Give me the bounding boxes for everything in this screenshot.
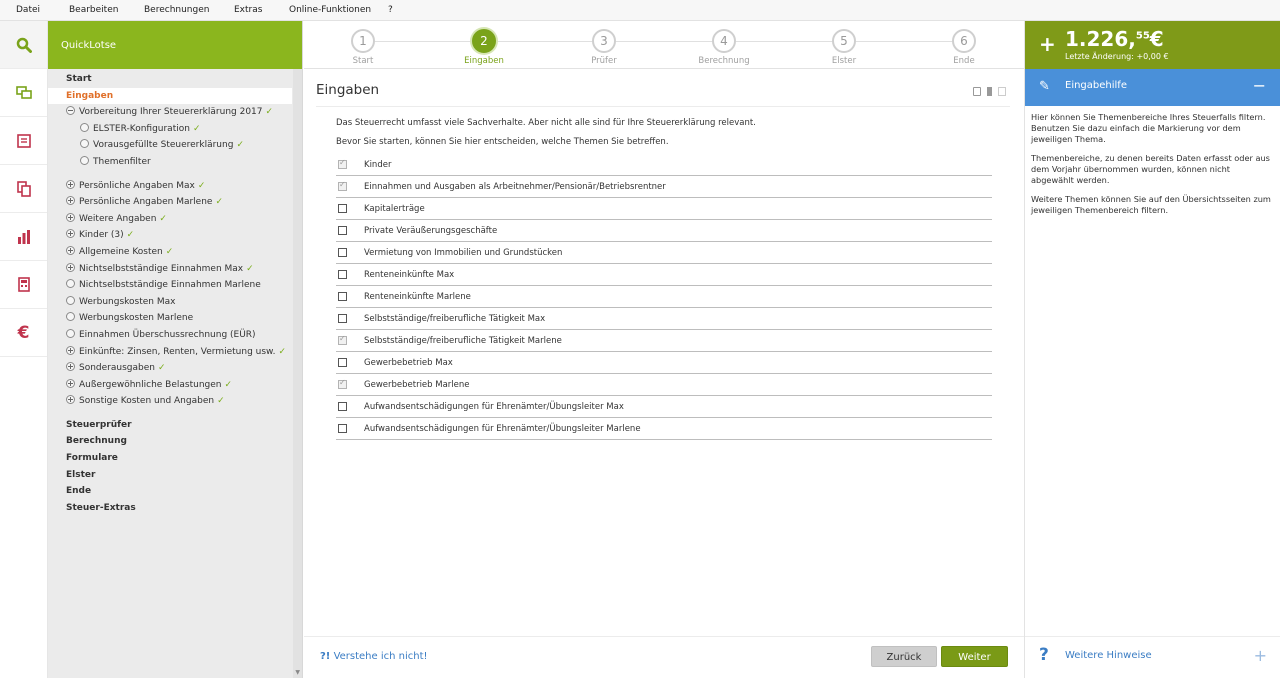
topic-checkbox[interactable] bbox=[338, 424, 347, 433]
expand-icon[interactable] bbox=[66, 346, 75, 355]
expand-icon[interactable] bbox=[66, 246, 75, 255]
menu-online-funktionen[interactable]: Online-Funktionen bbox=[289, 5, 372, 15]
check-icon: ✓ bbox=[165, 246, 174, 257]
circle-icon bbox=[80, 123, 89, 132]
check-icon: ✓ bbox=[197, 180, 206, 191]
tree-item[interactable] bbox=[48, 154, 302, 171]
question-exclaim-icon: ?! bbox=[320, 651, 331, 662]
quicklotse-panel bbox=[48, 21, 303, 678]
rail-form[interactable] bbox=[0, 117, 47, 165]
check-icon: ✓ bbox=[157, 363, 166, 374]
tree-section[interactable]: Formulare bbox=[66, 453, 118, 464]
form-icon bbox=[17, 134, 31, 148]
topic-row[interactable] bbox=[336, 242, 992, 264]
step-number: 3 bbox=[592, 29, 616, 53]
amount-currency: € bbox=[1149, 27, 1164, 51]
check-icon: ✓ bbox=[192, 123, 201, 134]
further-hints[interactable] bbox=[1025, 636, 1280, 678]
help-paragraph: Weitere Themen können Sie auf den Übersichtsseiten zum jeweiligen Themenbereich filtern. bbox=[1031, 194, 1271, 215]
tree-item[interactable] bbox=[48, 244, 302, 261]
topic-label: Kapitalerträge bbox=[364, 203, 425, 214]
step-3[interactable] bbox=[574, 29, 634, 66]
icon-rail bbox=[0, 21, 48, 678]
circle-icon bbox=[66, 329, 75, 338]
expand-icon[interactable] bbox=[66, 180, 75, 189]
step-6[interactable] bbox=[934, 29, 994, 66]
tree-item[interactable] bbox=[48, 194, 302, 211]
step-1[interactable] bbox=[333, 29, 393, 66]
menu-berechnungen[interactable]: Berechnungen bbox=[144, 5, 210, 15]
tree-body bbox=[48, 69, 302, 516]
tree-item-label: Werbungskosten Max bbox=[79, 296, 176, 307]
tree-item-label: Vorbereitung Ihrer Steuererklärung 2017 bbox=[79, 107, 263, 118]
tree-gap bbox=[48, 171, 302, 178]
topic-label: Kinder bbox=[364, 159, 392, 170]
rail-calculator[interactable] bbox=[0, 261, 47, 309]
tree-item-label: Themenfilter bbox=[93, 156, 151, 167]
next-button[interactable]: Weiter bbox=[941, 646, 1008, 667]
tree-item[interactable] bbox=[48, 104, 302, 121]
tree-item-label: Einkünfte: Zinsen, Renten, Vermietung usw. bbox=[79, 346, 276, 357]
check-icon: ✓ bbox=[215, 197, 224, 208]
tree-item[interactable] bbox=[48, 227, 302, 244]
tree-item-label: Sonstige Kosten und Angaben bbox=[79, 396, 215, 407]
topic-checkbox[interactable] bbox=[338, 248, 347, 257]
main-panel bbox=[304, 21, 1024, 678]
eingabehilfe-header[interactable] bbox=[1025, 69, 1280, 106]
circle-icon bbox=[80, 156, 89, 165]
expand-icon[interactable] bbox=[66, 263, 75, 272]
rail-screens[interactable] bbox=[0, 69, 47, 117]
collapse-icon[interactable] bbox=[66, 106, 75, 115]
check-icon: ✓ bbox=[217, 396, 225, 407]
topic-row[interactable] bbox=[336, 308, 992, 330]
topic-row[interactable] bbox=[336, 418, 992, 440]
expand-icon[interactable] bbox=[66, 395, 75, 404]
step-label: Ende bbox=[953, 56, 975, 66]
step-5[interactable] bbox=[814, 29, 874, 66]
circle-icon bbox=[66, 296, 75, 305]
menu-extras[interactable]: Extras bbox=[234, 5, 263, 15]
topic-label: Selbstständige/freiberufliche Tätigkeit Max bbox=[364, 313, 546, 324]
collapse-icon[interactable]: − bbox=[1252, 76, 1266, 95]
topic-label: Gewerbebetrieb Max bbox=[364, 357, 453, 368]
tree-item-label: Werbungskosten Marlene bbox=[79, 313, 194, 324]
documents-icon bbox=[17, 181, 31, 197]
menubar bbox=[0, 0, 1280, 21]
topic-checkbox[interactable] bbox=[338, 270, 347, 279]
tree-section[interactable]: Steuerprüfer bbox=[66, 419, 132, 430]
rail-documents[interactable] bbox=[0, 165, 47, 213]
main-footer bbox=[304, 636, 1024, 678]
tree-items bbox=[48, 104, 302, 410]
tree-eingaben-active[interactable]: Eingaben bbox=[48, 88, 292, 105]
tree-item-label: Vorausgefüllte Steuererklärung bbox=[93, 140, 234, 151]
tree-section[interactable]: Ende bbox=[66, 486, 92, 497]
topic-checkbox[interactable] bbox=[338, 380, 347, 389]
bookmark-icon[interactable] bbox=[987, 87, 992, 96]
menu-help[interactable]: ? bbox=[388, 5, 393, 15]
check-icon: ✓ bbox=[278, 346, 286, 357]
expand-icon[interactable] bbox=[66, 229, 75, 238]
circle-icon bbox=[66, 279, 75, 288]
tree-section[interactable]: Berechnung bbox=[66, 436, 127, 447]
topic-row[interactable] bbox=[336, 264, 992, 286]
amount-cents: 55 bbox=[1135, 30, 1150, 42]
circle-icon bbox=[80, 139, 89, 148]
eingabehilfe-title: Eingabehilfe bbox=[1065, 80, 1127, 91]
expand-icon[interactable]: + bbox=[1253, 646, 1267, 665]
rail-chart[interactable] bbox=[0, 213, 47, 261]
check-icon: ✓ bbox=[265, 107, 274, 118]
tree-item-label: Kinder (3) bbox=[79, 230, 124, 241]
rail-search[interactable] bbox=[0, 21, 47, 69]
tree-item[interactable] bbox=[48, 310, 302, 327]
expand-icon[interactable] bbox=[66, 213, 75, 222]
help-link[interactable] bbox=[320, 651, 428, 662]
help-paragraph: Themenbereiche, zu denen bereits Daten erfasst oder aus dem Vorjahr übernommen wurden, können nicht abgewählt werden. bbox=[1031, 153, 1270, 185]
check-icon: ✓ bbox=[126, 230, 135, 241]
tree-item[interactable] bbox=[48, 360, 302, 377]
step-number: 5 bbox=[832, 29, 856, 53]
tree-item[interactable] bbox=[48, 211, 302, 228]
topics-list bbox=[336, 154, 992, 440]
screens-icon bbox=[16, 86, 32, 100]
eingabehilfe-body bbox=[1025, 106, 1280, 216]
question-icon: ? bbox=[1039, 645, 1049, 665]
topic-row[interactable] bbox=[336, 352, 992, 374]
check-icon: ✓ bbox=[236, 140, 244, 151]
step-label: Elster bbox=[831, 56, 857, 66]
expand-icon[interactable] bbox=[66, 379, 75, 388]
note-icon[interactable] bbox=[973, 87, 981, 96]
rail-euro[interactable] bbox=[0, 309, 47, 357]
tree-item[interactable] bbox=[48, 121, 302, 138]
topic-label: Selbstständige/freiberufliche Tätigkeit Marlene bbox=[364, 335, 562, 346]
topic-row[interactable] bbox=[336, 374, 992, 396]
refund-box bbox=[1025, 21, 1280, 69]
topic-row[interactable] bbox=[336, 396, 992, 418]
last-change: Letzte Änderung: +0,00 € bbox=[1065, 52, 1169, 61]
tree-item-label: ELSTER-Konfiguration bbox=[93, 123, 190, 134]
tree-item-label: Weitere Angaben bbox=[79, 213, 157, 224]
page-title: Eingaben bbox=[316, 82, 380, 98]
intro-text-1: Das Steuerrecht umfasst viele Sachverhalte. Aber nicht alle sind für Ihre Steuererklärung relevant. bbox=[336, 118, 756, 128]
amount-main: 1.226, bbox=[1065, 27, 1136, 51]
topic-checkbox[interactable] bbox=[338, 314, 347, 323]
step-number: 2 bbox=[472, 29, 496, 53]
calculator-icon bbox=[18, 277, 30, 292]
euro-icon: € bbox=[17, 322, 30, 343]
topic-label: Vermietung von Immobilien und Grundstücken bbox=[364, 247, 563, 258]
tree-item[interactable] bbox=[48, 377, 302, 394]
tree-sections bbox=[48, 417, 302, 517]
tree-item-label: Persönliche Angaben Max bbox=[79, 180, 195, 191]
topic-label: Aufwandsentschädigungen für Ehrenämter/Übungsleiter Max bbox=[364, 401, 624, 412]
topic-row[interactable] bbox=[336, 154, 992, 176]
search-icon bbox=[16, 37, 32, 53]
topic-checkbox[interactable] bbox=[338, 204, 347, 213]
tree-item[interactable] bbox=[48, 277, 302, 294]
title-icons bbox=[973, 87, 1006, 96]
refund-amount bbox=[1065, 27, 1164, 51]
topic-label: Gewerbebetrieb Marlene bbox=[364, 379, 470, 390]
step-wizard bbox=[304, 21, 1024, 69]
tree-item-label: Außergewöhnliche Belastungen bbox=[79, 379, 222, 390]
step-label: Start bbox=[352, 56, 374, 66]
topic-checkbox[interactable] bbox=[338, 182, 347, 191]
topic-label: Private Veräußerungsgeschäfte bbox=[364, 225, 498, 236]
help-paragraph: Hier können Sie Themenbereiche Ihres Steuerfalls filtern. Benutzen Sie dazu einfach die Markierung vor dem jeweiligen Thema. bbox=[1031, 112, 1266, 144]
topic-label: Renteneinkünfte Max bbox=[364, 269, 455, 280]
tree-section[interactable]: Steuer-Extras bbox=[66, 502, 136, 513]
tree-item-label: Nichtselbstständige Einnahmen Max bbox=[79, 263, 244, 274]
quicklotse-header: QuickLotse bbox=[48, 21, 302, 69]
tree-item-label: Sonderausgaben bbox=[79, 363, 155, 374]
tree-item[interactable] bbox=[48, 178, 302, 195]
intro-text-2: Bevor Sie starten, können Sie hier entscheiden, welche Themen Sie betreffen. bbox=[336, 137, 669, 147]
step-label: Eingaben bbox=[464, 56, 504, 66]
step-number: 6 bbox=[952, 29, 976, 53]
title-row bbox=[316, 79, 1010, 107]
menu-datei[interactable]: Datei bbox=[16, 5, 41, 15]
step-2[interactable] bbox=[454, 29, 514, 66]
plus-icon[interactable]: + bbox=[1039, 32, 1056, 56]
topic-row[interactable] bbox=[336, 198, 992, 220]
topic-checkbox[interactable] bbox=[338, 226, 347, 235]
print-icon[interactable] bbox=[998, 87, 1006, 96]
topic-label: Aufwandsentschädigungen für Ehrenämter/Übungsleiter Marlene bbox=[364, 423, 641, 434]
topic-row[interactable] bbox=[336, 330, 992, 352]
tree-scrollbar[interactable] bbox=[293, 69, 302, 678]
step-label: Prüfer bbox=[591, 56, 617, 66]
circle-icon bbox=[66, 312, 75, 321]
back-button[interactable]: Zurück bbox=[871, 646, 937, 667]
topic-checkbox[interactable] bbox=[338, 336, 347, 345]
step-4[interactable] bbox=[694, 29, 754, 66]
menu-bearbeiten[interactable]: Bearbeiten bbox=[69, 5, 119, 15]
tree-item-label: Allgemeine Kosten bbox=[79, 246, 163, 257]
topic-row[interactable] bbox=[336, 176, 992, 198]
tree-item[interactable] bbox=[48, 261, 302, 278]
topic-label: Renteneinkünfte Marlene bbox=[364, 291, 471, 302]
expand-icon[interactable] bbox=[66, 362, 75, 371]
tree-item-label: Nichtselbstständige Einnahmen Marlene bbox=[79, 280, 261, 291]
tree-item[interactable] bbox=[48, 137, 302, 154]
topic-checkbox[interactable] bbox=[338, 358, 347, 367]
check-icon: ✓ bbox=[159, 213, 167, 224]
check-icon: ✓ bbox=[224, 379, 233, 390]
tree-start[interactable]: Start bbox=[66, 74, 92, 84]
step-number: 1 bbox=[351, 29, 375, 53]
topic-row[interactable] bbox=[336, 220, 992, 242]
topic-label: Einnahmen und Ausgaben als Arbeitnehmer/Pensionär/Betriebsrentner bbox=[364, 181, 666, 192]
right-panel bbox=[1024, 21, 1280, 678]
topic-checkbox[interactable] bbox=[338, 402, 347, 411]
pencil-icon: ✎ bbox=[1039, 79, 1050, 94]
tree-item[interactable] bbox=[48, 327, 302, 344]
expand-icon[interactable] bbox=[66, 196, 75, 205]
topic-checkbox[interactable] bbox=[338, 160, 347, 169]
tree-item-label: Persönliche Angaben Marlene bbox=[79, 197, 213, 208]
step-number: 4 bbox=[712, 29, 736, 53]
check-icon: ✓ bbox=[246, 263, 254, 274]
tree-item-label: Einnahmen Überschussrechnung (EÜR) bbox=[79, 329, 256, 340]
scroll-down-arrow-icon[interactable]: ▼ bbox=[295, 669, 300, 676]
tree-item[interactable] bbox=[48, 393, 302, 410]
step-label: Berechnung bbox=[698, 56, 750, 66]
tree-item[interactable] bbox=[48, 344, 302, 361]
further-hints-label: Weitere Hinweise bbox=[1065, 650, 1152, 661]
topic-row[interactable] bbox=[336, 286, 992, 308]
bar-chart-icon bbox=[17, 230, 31, 244]
topic-checkbox[interactable] bbox=[338, 292, 347, 301]
help-link-label: Verstehe ich nicht! bbox=[333, 651, 428, 662]
tree-item[interactable] bbox=[48, 294, 302, 311]
tree-section[interactable]: Elster bbox=[66, 469, 96, 480]
